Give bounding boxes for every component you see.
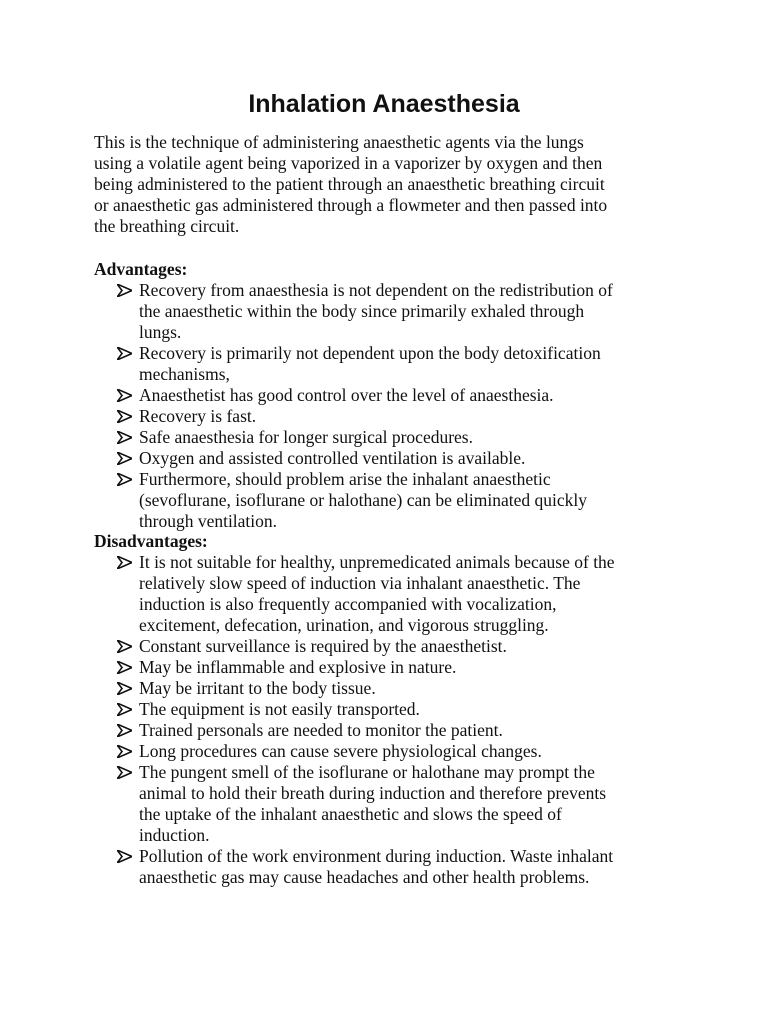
list-item [0, 720, 615, 741]
item-line: Safe anaesthesia for longer surgical procedures. [139, 427, 473, 447]
item-line: excitement, defecation, urination, and vigorous struggling. [139, 615, 549, 635]
arrowhead-bullet-icon [117, 556, 132, 569]
arrowhead-bullet-icon [117, 724, 132, 737]
list-item [0, 406, 613, 427]
list-item [0, 448, 613, 469]
arrowhead-bullet-icon [117, 410, 132, 423]
item-line: Constant surveillance is required by the anaesthetist. [139, 636, 507, 656]
list-item [0, 385, 613, 406]
list-item [0, 427, 613, 448]
arrowhead-bullet-icon [117, 284, 132, 297]
item-line: lungs. [139, 322, 182, 342]
arrowhead-bullet-icon [117, 682, 132, 695]
list-item [0, 657, 615, 678]
item-line: Long procedures can cause severe physiological changes. [139, 741, 542, 761]
item-line: Furthermore, should problem arise the inhalant anaesthetic [139, 469, 551, 489]
item-line: The pungent smell of the isoflurane or halothane may prompt the [139, 762, 595, 782]
item-line: Recovery is fast. [139, 406, 257, 426]
item-line: Anaesthetist has good control over the level of anaesthesia. [139, 385, 554, 405]
arrowhead-bullet-icon [117, 347, 132, 360]
arrowhead-bullet-icon [117, 389, 132, 402]
intro-paragraph [94, 132, 684, 237]
list-item [0, 636, 615, 657]
list-item [0, 762, 615, 846]
item-line: Pollution of the work environment during induction. Waste inhalant [139, 846, 614, 866]
item-line: through ventilation. [139, 511, 278, 531]
item-line: induction is also frequently accompanied with vocalization, [139, 594, 557, 614]
item-line: May be inflammable and explosive in nature. [139, 657, 457, 677]
list-item [0, 552, 615, 636]
item-line: Trained personals are needed to monitor the patient. [139, 720, 503, 740]
item-line: mechanisms, [139, 364, 230, 384]
list-item [0, 343, 613, 385]
item-line: Recovery is primarily not dependent upon the body detoxification [139, 343, 601, 363]
intro-line: using a volatile agent being vaporized in a vaporizer by oxygen and then [94, 153, 603, 173]
arrowhead-bullet-icon [117, 703, 132, 716]
list-item [0, 846, 615, 888]
item-line: relatively slow speed of induction via inhalant anaesthetic. The [139, 573, 581, 593]
arrowhead-bullet-icon [117, 766, 132, 779]
arrowhead-bullet-icon [117, 431, 132, 444]
arrowhead-bullet-icon [117, 473, 132, 486]
intro-line: being administered to the patient through an anaesthetic breathing circuit [94, 174, 605, 194]
page-title: Inhalation Anaesthesia [248, 90, 520, 118]
intro-line: the breathing circuit. [94, 216, 240, 236]
item-line: May be irritant to the body tissue. [139, 678, 376, 698]
advantages-heading: Advantages: [94, 259, 188, 279]
disadvantages-heading: Disadvantages: [94, 531, 208, 551]
item-line: anaesthetic gas may cause headaches and other health problems. [139, 867, 590, 887]
item-line: animal to hold their breath during induction and therefore prevents [139, 783, 607, 803]
list-item [0, 699, 615, 720]
arrowhead-bullet-icon [117, 745, 132, 758]
list-item [0, 678, 615, 699]
item-line: Oxygen and assisted controlled ventilation is available. [139, 448, 526, 468]
arrowhead-bullet-icon [117, 640, 132, 653]
intro-line: or anaesthetic gas administered through a flowmeter and then passed into [94, 195, 608, 215]
list-item [0, 469, 613, 532]
item-line: the anaesthetic within the body since primarily exhaled through [139, 301, 585, 321]
item-line: (sevoflurane, isoflurane or halothane) can be eliminated quickly [139, 490, 588, 510]
item-line: Recovery from anaesthesia is not dependent on the redistribution of [139, 280, 613, 300]
item-line: It is not suitable for healthy, unpremedicated animals because of the [139, 552, 615, 572]
disadvantages-list [0, 552, 615, 888]
list-item [0, 280, 613, 343]
arrowhead-bullet-icon [117, 661, 132, 674]
list-item [0, 741, 615, 762]
intro-line: This is the technique of administering anaesthetic agents via the lungs [94, 132, 584, 152]
item-line: the uptake of the inhalant anaesthetic and slows the speed of [139, 804, 562, 824]
item-line: induction. [139, 825, 210, 845]
advantages-list [0, 280, 613, 532]
item-line: The equipment is not easily transported. [139, 699, 420, 719]
arrowhead-bullet-icon [117, 850, 132, 863]
arrowhead-bullet-icon [117, 452, 132, 465]
